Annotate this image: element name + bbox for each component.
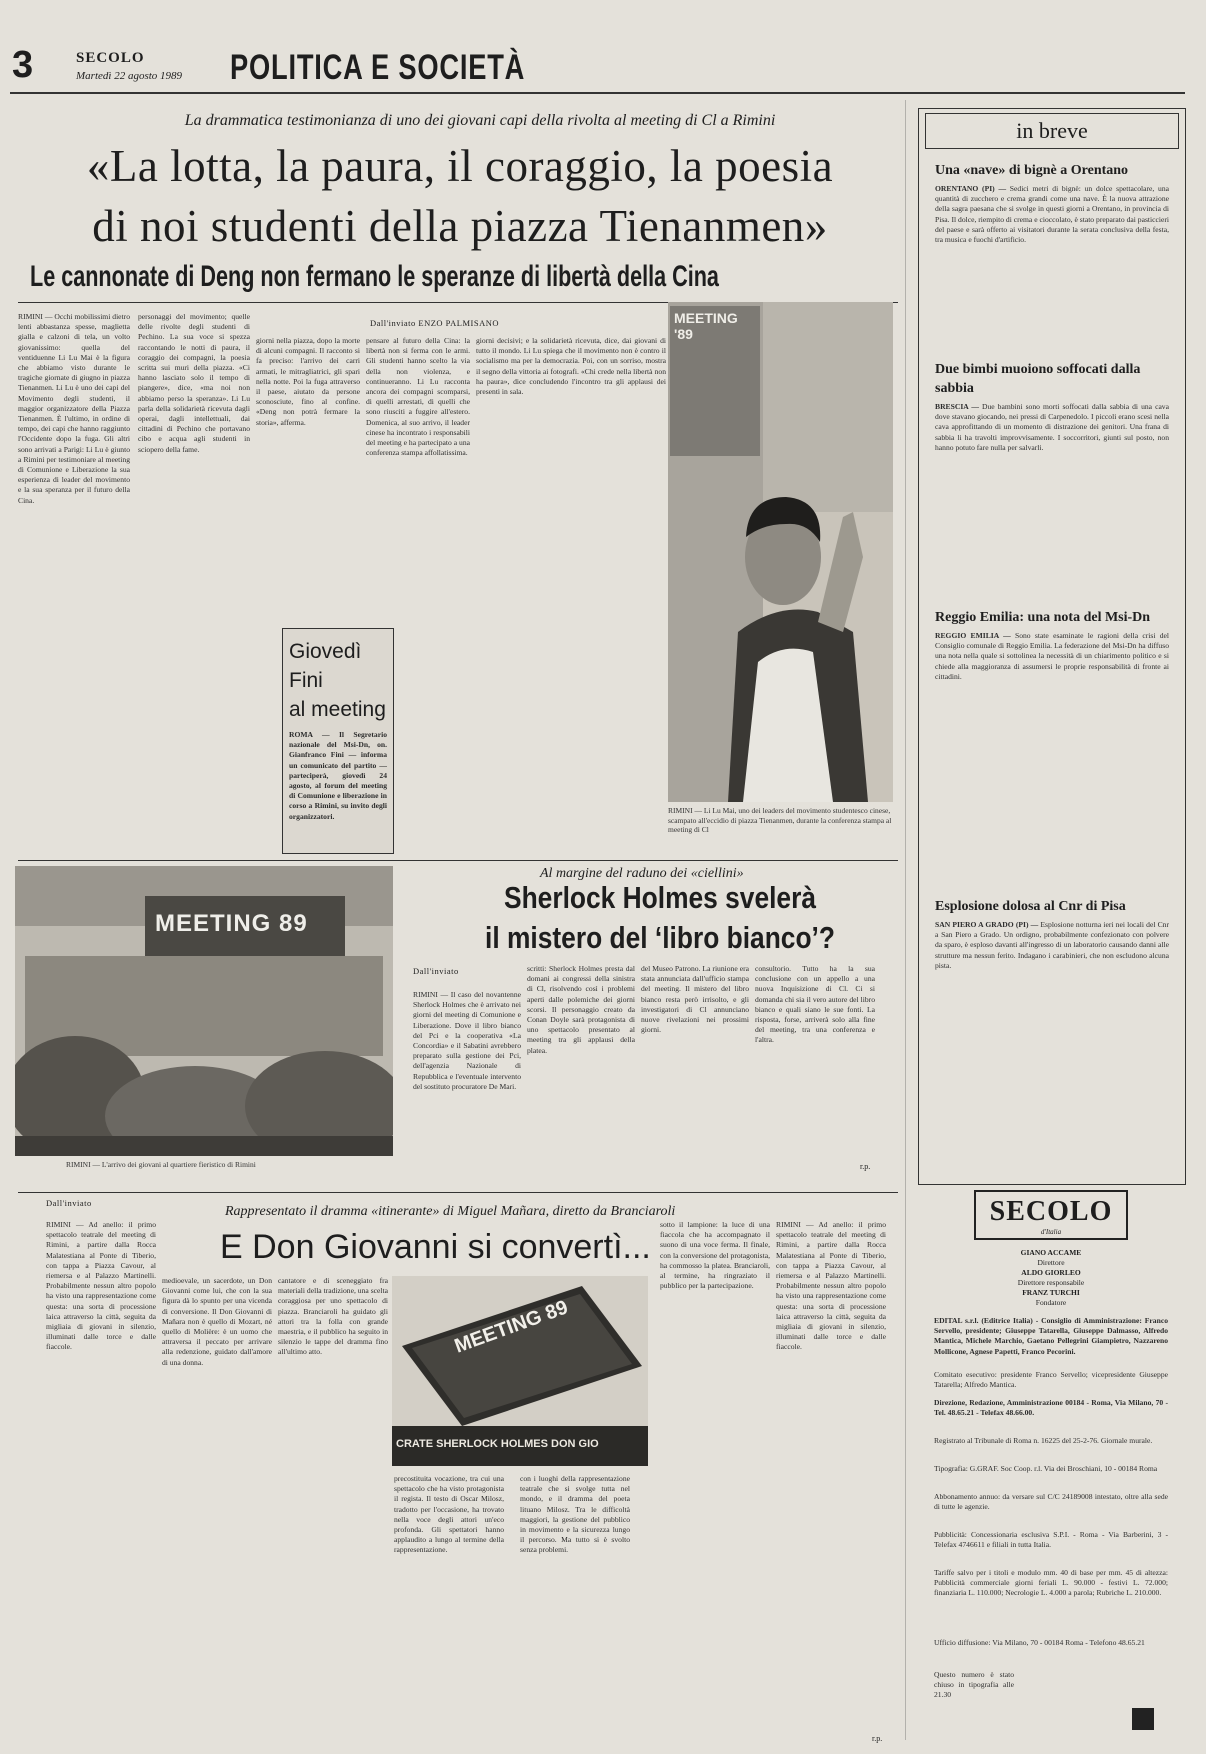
theatre-column-2: medioevale, un sacerdote, un Don Giovanni come lui, che con la sua figura dà lo spunto per una vicenda di conversione. Il Don Giovanni di Mañara non è quello di Mozart, né quello di Molière: è un uomo che attraversa il peccato per arrivare alla redenzione, guidato dall'amore di una donna.: [162, 1276, 272, 1367]
brief-text: [935, 920, 1169, 1120]
lead-photo-banner: MEETING '89: [674, 310, 738, 342]
brief-lead: SAN PIERO A GRADO (PI) —: [935, 920, 1039, 929]
brief-title: Due bimbi muoiono soffocati dalla sabbia: [935, 362, 1141, 396]
sherlock-title: [430, 878, 890, 958]
lead-column-3: giorni nella piazza, dopo la morte di alcuni compagni. Il racconto si fa preciso: l'arrivo dei carri armati, le mitragliatrici, gli spari nella notte. Poi la fuga attraverso il paese, aiutato da persone sconosciute, fino al confine. «Deng non potrà fermare la storia», afferma.: [256, 336, 360, 427]
lead-column-4: pensare al futuro della Cina: la libertà non si ferma con le armi. Gli studenti hanno scelto la via della non violenza, e continueranno. Li Lu racconta ancora dei compagni scomparsi, di quelli arrestati, di quelli che sono riusciti a fuggire all'estero. Domenica, al suo arrivo, il leader cinese ha incontrato i responsabili del meeting e ha partecipato a una conferenza stampa affollatissima.: [366, 336, 470, 458]
brief-item: [919, 889, 1185, 1120]
director-role: Direttore: [1037, 1258, 1065, 1267]
brief-lead: BRESCIA —: [935, 402, 979, 411]
founder-role: Fondatore: [1035, 1298, 1067, 1307]
sherlock-photo-banner: MEETING 89: [155, 910, 308, 937]
founder-name: FRANZ TURCHI: [1022, 1288, 1080, 1297]
lead-title-line2: di noi studenti della piazza Tienanmen»: [92, 201, 828, 251]
masthead-rule: [10, 92, 1185, 94]
lead-subtitle: Le cannonate di Deng non fermano le speranze di libertà della Cina: [30, 260, 719, 293]
brief-body: Esplosione notturna ieri nei locali del Cnr a San Piero a Grado. Un ordigno, probabilmente confezionato con polvere da sparo, è esploso davanti all'ingresso di un laboratorio causando danni alle strutture ma nessun ferito. Indagano i carabinieri, che non escludono alcuna pista.: [935, 920, 1169, 970]
sherlock-column-4: consultorio. Tutto ha la sua conclusione con un appello a una nuova Inquisizione di Cl. Ci si domanda chi sia il vero autore del libro bianco e quali siano le sue fonti. La risposta, forse, arriverà solo alla fine del meeting, tra una conferenza e l'altra.: [755, 964, 875, 1045]
lead-title-line1: «La lotta, la paura, il coraggio, la poesia: [86, 141, 834, 191]
sherlock-column-2: scritti: Sherlock Holmes presta dal domani ai congressi della sinistra di Cl, risolvendo così i problemi aperti dalle polemiche dei giorni scorsi. Il personaggio creato da Conan Doyle sarà protagonista di uno spettacolo presentato al meeting tra gli applausi della platea.: [527, 964, 635, 1055]
theatre-column-3: cantatore e di sceneggiato fra materiali della tradizione, una scelta coraggiosa per uno spettacolo di piazza. Branciaroli ha guidato gli attori tra la folla con grande maestria, e il pubblico ha seguito in silenzio le tappe del dramma fino all'ultimo atto.: [278, 1276, 388, 1357]
brief-text: [935, 631, 1169, 889]
colophon-logo: SECOLO: [989, 1196, 1113, 1227]
fini-heading-2: Fini: [289, 669, 323, 692]
lead-bottom-rule: [18, 860, 898, 861]
lead-kicker: La drammatica testimonianza di uno dei giovani capi della rivolta al meeting di Cl a Rimini: [184, 112, 776, 129]
brief-item: [919, 352, 1185, 600]
lead-column-5: giorni decisivi; e la solidarietà ricevuta, dice, dai giovani di tutto il mondo. Li Lu spiega che il movimento non è contro il socialismo ma per la democrazia. Poi, con un sorriso, mostra il segno della vittoria ai fotografi. «Chi crede nella libertà non ha paura», dice concludendo l'incontro tra gli applausi dei presenti in sala.: [476, 336, 666, 397]
sidebar-in-breve: [918, 108, 1186, 1185]
colophon-office: Ufficio diffusione: Via Milano, 70 - 00184 Roma - Telefono 48.65.21: [934, 1638, 1145, 1647]
lead-photo-caption: RIMINI — Li Lu Mai, uno dei leaders del movimento studentesco cinese, scampato all'eccidio di piazza Tienanmen, durante la conferenza stampa al meeting di Cl: [668, 806, 892, 834]
colophon-committee: Comitato esecutivo: presidente Franco Servello; vicepresidente Giuseppe Tatarella; Alfredo Mantica.: [934, 1370, 1168, 1390]
theatre-top-rule: [18, 1192, 898, 1193]
colophon-print: Tipografia: G.GRAF. Soc Coop. r.l. Via dei Broschiani, 10 - 00184 Roma: [934, 1464, 1158, 1473]
sherlock-photo-caption: RIMINI — L'arrivo dei giovani al quartiere fieristico di Rimini: [66, 1160, 256, 1169]
theatre-kicker: Rappresentato il dramma «itinerante» di Miguel Mañara, diretto da Branciaroli: [225, 1204, 676, 1219]
newspaper-name: SECOLO: [76, 50, 145, 66]
sherlock-column-3: del Museo Patrono. La riunione era stata annunciata dall'ufficio stampa del meeting. Il mistero del libro bianco resta però irrisolto, e gli investigatori di Cl annunciano nuove rivelazioni nei prossimi giorni.: [641, 964, 749, 1035]
theatre-column-1: RIMINI — Ad anello: il primo spettacolo teatrale del meeting di Rimini, a partire dalla Rocca Malatestiana al Ponte di Tiberio, con tappa a Piazza Cavour, al riemersa e al Palazzo Martinelli. Probabilmente nessun altro popolo ha visto una rappresentazione come questa: una sorta di processione laica attraverso la città, seguita da migliaia di giovani in silenzio, illuminati dalle torce e dalle fiaccole.: [46, 1220, 156, 1352]
theatre-column-5: con i luoghi della rappresentazione teatrale che si svolge tutta nel mondo, e il dramma del poeta lituano Milosz. Tra le difficoltà maggiori, la gestione del pubblico in movimento e la sicurezza lungo il percorso. Ma tutto si è svolto senza problemi.: [520, 1474, 630, 1555]
colophon-editorial: EDITAL s.r.l. (Editrice Italia) - Consiglio di Amministrazione: Franco Servello, presidente; Giuseppe Tatarella, Giuseppe Dalmasso, Alfredo Mantica, Michele Marchio, Gaetano Pellegrini Giampietro, Nazzareno Mollicone, Agnese Papetti, Franco Pecorini.: [934, 1316, 1168, 1356]
sherlock-title-line2: il mistero del ‘libro bianco’?: [485, 920, 835, 955]
fini-text: ROMA — Il Segretario nazionale del Msi-Dn, on. Gianfranco Fini — informa un comunicato del partito — parteciperà, giovedì 24 agosto, al forum del meeting di Comunione e liberazione in corso a Rimini, su invito degli organizzatori.: [289, 730, 387, 821]
brief-item: [919, 600, 1185, 889]
resp-role: Direttore responsabile: [1017, 1278, 1085, 1287]
section-title: POLITICA E SOCIETÀ: [230, 48, 526, 87]
theatre-column-7: RIMINI — Ad anello: il primo spettacolo teatrale del meeting di Rimini, a partire dalla Rocca Malatestiana al Ponte di Tiberio, con tappa a Piazza Cavour, al riemersa e al Palazzo Martinelli. Probabilmente nessun altro popolo ha visto una rappresentazione come questa: una sorta di processione laica attraverso la città, seguita da migliaia di giovani in silenzio, illuminati dalle torce e dalle fiaccole.: [776, 1220, 886, 1352]
colophon-subscriptions: Abbonamento annuo: da versare sul C/C 24189008 intestato, oltre alla sede di tutte le agenzie.: [934, 1492, 1168, 1512]
colophon-closing: Questo numero è stato chiuso in tipografia alle 21.30: [934, 1670, 1014, 1700]
theatre-signature: r.p.: [872, 1734, 883, 1743]
lead-column-1: RIMINI — Occhi mobilissimi dietro lenti abbastanza spesse, maglietta gialla e calzoni di tela, un volto giovanissimo: quella del ventiduenne Li Lu Mai è la figura che abbiamo visto durante le tragiche giornate di giugno in piazza Tienanmen. Li Lu è uno dei capi del Movimento degli studenti, il maggior organizzatore della Piazza Tienanmen. È l'ultimo, in ordine di tempo, dei capi che hanno raggiunto l'Occidente dopo la fuga. Gli altri sono arrivati a Parigi: Li Lu è giunto a Rimini per testimoniare al meeting di Comunione e Liberazione la sua esperienza di leader del movimento e la sua speranza per il futuro della Cina.: [18, 312, 130, 505]
theatre-photo-caption: CRATE SHERLOCK HOLMES DON GIO: [396, 1438, 599, 1450]
lead-photo-illustration: [668, 302, 893, 802]
brief-body: Sono state esaminate le ragioni della crisi del Consiglio comunale di Reggio Emilia. La federazione del Msi-Dn ha diffuso una nota nella quale si sottolinea la necessità di un chiarimento politico e si chiede alla maggioranza di assumersi le proprie responsabilità di fronte ai cittadini.: [935, 631, 1169, 681]
colophon-registration: Registrato al Tribunale di Roma n. 16225 del 25-2-76. Giornale murale.: [934, 1436, 1153, 1445]
sidebar-header: in breve: [925, 113, 1179, 149]
brief-text: [935, 402, 1169, 600]
theatre-photo-banner: MEETING 89: [451, 1296, 571, 1358]
colophon-rates: Tariffe salvo per i titoli e modulo mm. 40 di base per mm. 45 di altezza: Pubblicità commerciale giorni feriali L. 90.000 - festivi L. 72.000; finanziaria L. 110.000; Necrologie L. 4.000 a parola; Rubriche L. 210.000.: [934, 1568, 1168, 1598]
theatre-byline: Dall'inviato: [46, 1198, 92, 1208]
issue-date: Martedì 22 agosto 1989: [76, 70, 183, 82]
colophon-advertising: Pubblicità: Concessionaria esclusiva S.P.I. - Roma - Via Barberini, 3 - Telefax 4746611 e filiali in tutta Italia.: [934, 1530, 1168, 1550]
theatre-photo: [392, 1276, 648, 1466]
fieg-mark-icon: [1132, 1708, 1154, 1730]
brief-lead: REGGIO EMILIA —: [935, 631, 1011, 640]
fini-heading-3: al meeting: [289, 698, 386, 721]
brief-body: Sedici metri di bignè: un dolce spettacolare, una quantità di zucchero e crema grandi come una nave. È la nuova attrazione della sagra paesana che si svolge in questi giorni a Orentano, in provincia di Pisa. Il dolce, riempito di crema e cioccolato, è stato preparato dai pasticcieri del paese e sarà offerto ai visitatori durante la serata conclusiva della festa, tra musica e fuochi d'artificio.: [935, 184, 1169, 245]
sherlock-kicker: Al margine del raduno dei «ciellini»: [540, 866, 744, 881]
brief-body: Due bambini sono morti soffocati dalla sabbia di una cava dove stavano giocando, nei pressi di Carpenedolo. I piccoli erano scesi nella cava approfittando di un momento di distrazione dei genitori. Una frana di sabbia li ha travolti improvvisamente. I soccorritori, giunti sul posto, non hanno potuto fare nulla per salvarli.: [935, 402, 1169, 452]
sherlock-photo: [15, 866, 393, 1156]
lead-photo: [668, 302, 893, 802]
colophon: [918, 1190, 1184, 1745]
theatre-column-6: sotto il lampione: la luce di una fiaccola che ha accompagnato il suono di una voce ferma. Il finale, con la conversione del protagonista, ha commosso la platea. Branciaroli, al termine, ha ringraziato il pubblico per la partecipazione.: [660, 1220, 770, 1291]
colophon-logo-box: [974, 1190, 1128, 1240]
colophon-logo-sub: d'Italia: [1040, 1228, 1062, 1236]
sherlock-byline: Dall'inviato: [413, 966, 459, 976]
sherlock-column-1: RIMINI — Il caso del novantenne Sherlock Holmes che è arrivato nei giorni del meeting di Comunione e Liberazione. Dove il libro bianco del Pci e la cooperativa «La Concordia» e il Sabatini avrebbero preparato sulla gestione dei Pci, dell'agenzia Nazionale di Repubblica e l'eventuale intervento del sostituto procuratore De Mari.: [413, 990, 521, 1091]
sherlock-signature: r.p.: [860, 1162, 871, 1171]
brief-title: Una «nave» di bignè a Orentano: [935, 163, 1129, 178]
brief-lead: ORENTANO (PI) —: [935, 184, 1007, 193]
fini-box: [282, 628, 394, 854]
brief-title: Reggio Emilia: una nota del Msi-Dn: [935, 610, 1151, 625]
theatre-title: E Don Giovanni si convertì...: [220, 1228, 651, 1266]
director-name: GIANO ACCAME: [1020, 1248, 1082, 1257]
resp-name: ALDO GIORLEO: [1021, 1268, 1081, 1277]
brief-item: [919, 153, 1185, 352]
sherlock-title-line1: Sherlock Holmes svelerà: [503, 880, 816, 915]
lead-byline: Dall'inviato ENZO PALMISANO: [370, 318, 499, 328]
brief-text: [935, 184, 1169, 352]
colophon-address: Direzione, Redazione, Amministrazione 00184 - Roma, Via Milano, 70 - Tel. 48.65.21 - Telefax 48.66.00.: [934, 1398, 1168, 1418]
fini-heading-1: Giovedì: [289, 640, 362, 663]
brief-title: Esplosione dolosa al Cnr di Pisa: [935, 899, 1126, 914]
lead-column-2: personaggi del movimento; quelle delle rivolte degli studenti di Pechino. La sua voce si spezza raccontando le notti di paura, il coraggio dei compagni, la poesia scritta sui muri della piazza. «Ci hanno lasciato solo il tempo di piangere», dice, «ma noi non abbiamo perso la speranza». Li Lu parla della solidarietà ricevuta dagli operai, dagli intellettuali, dai cittadini di Pechino che portavano cibo e acqua agli studenti in sciopero della fame.: [138, 312, 250, 454]
colophon-staff: [918, 1248, 1184, 1308]
sidebar-divider: [905, 100, 906, 1740]
page-number: 3: [12, 44, 34, 86]
theatre-column-4: precostituita vocazione, tra cui una spettacolo che ha visto protagonista il regista. Il testo di Oscar Milosz, tradotto per l'occasione, ha trovato nella voce degli attori un'eco profonda. Gli spettatori hanno applaudito a lungo al termine della rappresentazione.: [394, 1474, 504, 1555]
